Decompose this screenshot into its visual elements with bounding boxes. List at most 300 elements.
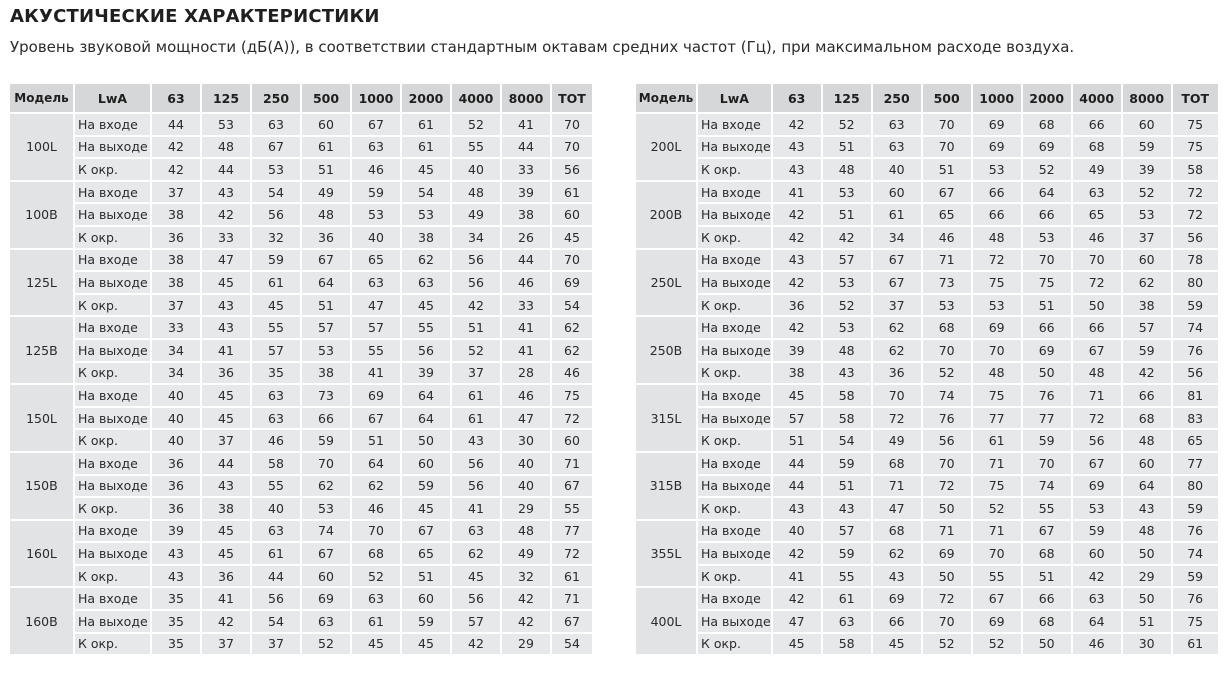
value-cell: 53 [923,295,971,316]
value-cell: 64 [1023,182,1071,203]
value-cell: 41 [773,566,821,587]
table-row [636,340,1218,361]
table-row [636,498,1218,519]
table-row [10,385,592,406]
value-cell: 66 [1073,317,1121,338]
value-cell: 52 [352,566,400,587]
value-cell: 33 [502,159,550,180]
value-cell: 56 [1073,430,1121,451]
column-header-lwa: LwA [75,84,150,112]
value-cell: 63 [352,588,400,609]
value-cell: 59 [1173,498,1218,519]
value-cell: 71 [1073,385,1121,406]
value-cell: 45 [402,295,450,316]
value-cell: 50 [1123,588,1171,609]
value-cell: 65 [923,204,971,225]
table-row [10,430,592,451]
value-cell: 38 [502,204,550,225]
value-cell: 56 [252,588,300,609]
value-cell: 53 [402,204,450,225]
value-cell: 40 [152,430,200,451]
value-cell: 40 [152,408,200,429]
value-cell: 75 [1173,114,1218,135]
row-label-cell: На выходе [698,408,771,429]
value-cell: 75 [973,476,1021,497]
value-cell: 71 [552,588,592,609]
value-cell: 76 [1173,588,1218,609]
value-cell: 61 [973,430,1021,451]
value-cell: 59 [1123,340,1171,361]
value-cell: 66 [302,408,350,429]
value-cell: 71 [923,250,971,271]
value-cell: 80 [1173,272,1218,293]
column-header-freq: 500 [923,84,971,112]
value-cell: 55 [452,137,500,158]
value-cell: 76 [1173,340,1218,361]
row-label-cell: К окр. [75,634,150,655]
column-header-freq: 4000 [452,84,500,112]
value-cell: 62 [1123,272,1171,293]
table-row [10,114,592,135]
row-label-cell: К окр. [75,498,150,519]
value-cell: 70 [923,340,971,361]
row-label-cell: На выходе [698,476,771,497]
value-cell: 63 [1073,182,1121,203]
row-label-cell: На входе [75,182,150,203]
model-cell: 150L [10,385,73,451]
value-cell: 62 [873,340,921,361]
value-cell: 47 [352,295,400,316]
value-cell: 38 [152,272,200,293]
value-cell: 72 [973,250,1021,271]
value-cell: 66 [1023,204,1071,225]
value-cell: 35 [252,363,300,384]
value-cell: 60 [552,430,592,451]
value-cell: 70 [352,521,400,542]
value-cell: 46 [1073,227,1121,248]
value-cell: 45 [202,385,250,406]
value-cell: 49 [873,430,921,451]
value-cell: 75 [552,385,592,406]
value-cell: 52 [973,498,1021,519]
value-cell: 36 [152,476,200,497]
value-cell: 70 [1073,250,1121,271]
value-cell: 69 [973,611,1021,632]
value-cell: 62 [452,543,500,564]
value-cell: 55 [352,340,400,361]
value-cell: 55 [1023,498,1071,519]
value-cell: 56 [452,588,500,609]
value-cell: 65 [1073,204,1121,225]
value-cell: 44 [152,114,200,135]
value-cell: 50 [402,430,450,451]
value-cell: 36 [202,566,250,587]
value-cell: 58 [823,385,871,406]
value-cell: 45 [773,385,821,406]
row-label-cell: На входе [698,588,771,609]
value-cell: 53 [823,182,871,203]
value-cell: 77 [552,521,592,542]
value-cell: 69 [1023,137,1071,158]
value-cell: 67 [302,250,350,271]
value-cell: 38 [152,204,200,225]
table-row [636,453,1218,474]
model-cell: 250L [636,250,696,316]
value-cell: 37 [252,634,300,655]
value-cell: 43 [823,498,871,519]
value-cell: 70 [923,114,971,135]
value-cell: 40 [502,453,550,474]
value-cell: 41 [452,498,500,519]
value-cell: 49 [302,182,350,203]
value-cell: 50 [1073,295,1121,316]
value-cell: 38 [302,363,350,384]
value-cell: 52 [452,114,500,135]
value-cell: 57 [823,250,871,271]
value-cell: 61 [1173,634,1218,655]
value-cell: 60 [302,566,350,587]
model-cell: 400L [636,588,696,654]
column-header-freq: 250 [252,84,300,112]
value-cell: 62 [352,476,400,497]
column-header-freq: 500 [302,84,350,112]
value-cell: 69 [302,588,350,609]
value-cell: 59 [402,476,450,497]
value-cell: 52 [823,295,871,316]
row-label-cell: На входе [75,385,150,406]
value-cell: 35 [152,588,200,609]
value-cell: 38 [402,227,450,248]
value-cell: 48 [823,159,871,180]
value-cell: 36 [152,453,200,474]
model-cell: 315L [636,385,696,451]
column-header-freq: 1000 [352,84,400,112]
value-cell: 56 [252,204,300,225]
value-cell: 62 [552,317,592,338]
value-cell: 43 [202,317,250,338]
value-cell: 38 [773,363,821,384]
value-cell: 40 [152,385,200,406]
value-cell: 67 [873,272,921,293]
table-row [636,182,1218,203]
value-cell: 35 [152,634,200,655]
value-cell: 53 [973,159,1021,180]
value-cell: 50 [1023,363,1071,384]
value-cell: 68 [873,521,921,542]
row-label-cell: К окр. [75,159,150,180]
value-cell: 41 [773,182,821,203]
value-cell: 50 [923,566,971,587]
row-label-cell: На входе [75,588,150,609]
value-cell: 65 [352,250,400,271]
value-cell: 42 [452,634,500,655]
value-cell: 67 [352,408,400,429]
value-cell: 60 [1123,114,1171,135]
row-label-cell: На выходе [75,137,150,158]
value-cell: 67 [302,543,350,564]
value-cell: 56 [402,340,450,361]
table-row [636,137,1218,158]
value-cell: 80 [1173,476,1218,497]
value-cell: 69 [973,317,1021,338]
value-cell: 67 [1073,340,1121,361]
value-cell: 64 [1123,476,1171,497]
table-row [10,521,592,542]
value-cell: 47 [202,250,250,271]
value-cell: 69 [973,114,1021,135]
row-label-cell: На входе [698,385,771,406]
value-cell: 63 [823,611,871,632]
value-cell: 48 [823,340,871,361]
value-cell: 53 [973,295,1021,316]
value-cell: 65 [402,543,450,564]
value-cell: 45 [552,227,592,248]
value-cell: 62 [552,340,592,361]
value-cell: 33 [152,317,200,338]
value-cell: 63 [302,611,350,632]
table-header-row [10,84,592,112]
value-cell: 59 [823,453,871,474]
value-cell: 49 [452,204,500,225]
value-cell: 41 [502,317,550,338]
row-label-cell: На входе [75,250,150,271]
value-cell: 78 [1173,250,1218,271]
value-cell: 59 [1173,295,1218,316]
value-cell: 49 [1073,159,1121,180]
value-cell: 42 [452,295,500,316]
value-cell: 45 [202,408,250,429]
model-cell: 355L [636,521,696,587]
value-cell: 72 [873,408,921,429]
value-cell: 42 [202,611,250,632]
value-cell: 42 [502,611,550,632]
value-cell: 77 [1173,453,1218,474]
value-cell: 54 [823,430,871,451]
value-cell: 43 [152,543,200,564]
value-cell: 60 [302,114,350,135]
value-cell: 61 [302,137,350,158]
value-cell: 54 [552,295,592,316]
value-cell: 63 [252,408,300,429]
value-cell: 52 [302,634,350,655]
value-cell: 40 [773,521,821,542]
value-cell: 42 [823,227,871,248]
table-row [636,588,1218,609]
value-cell: 43 [202,182,250,203]
value-cell: 46 [502,385,550,406]
value-cell: 55 [552,498,592,519]
value-cell: 67 [973,588,1021,609]
value-cell: 50 [1023,634,1071,655]
value-cell: 56 [552,159,592,180]
value-cell: 61 [552,566,592,587]
value-cell: 63 [252,521,300,542]
value-cell: 75 [1173,137,1218,158]
value-cell: 28 [502,363,550,384]
value-cell: 70 [973,543,1021,564]
model-cell: 200L [636,114,696,180]
column-header-freq: 8000 [1123,84,1171,112]
value-cell: 53 [252,159,300,180]
value-cell: 34 [873,227,921,248]
page-subtitle: Уровень звуковой мощности (дБ(А)), в соответствии стандартным октавам средних частот (Гц), при максимальном расходе воздуха. [10,38,1075,56]
value-cell: 72 [1073,408,1121,429]
value-cell: 55 [252,317,300,338]
column-header-model: Модель [10,84,73,112]
value-cell: 41 [202,588,250,609]
value-cell: 52 [452,340,500,361]
value-cell: 64 [352,453,400,474]
value-cell: 48 [973,363,1021,384]
value-cell: 67 [402,521,450,542]
value-cell: 48 [302,204,350,225]
value-cell: 70 [552,137,592,158]
table-row [10,476,592,497]
value-cell: 74 [302,521,350,542]
table-row [636,543,1218,564]
value-cell: 42 [773,204,821,225]
value-cell: 70 [873,385,921,406]
value-cell: 59 [402,611,450,632]
value-cell: 58 [252,453,300,474]
row-label-cell: К окр. [698,634,771,655]
value-cell: 51 [302,295,350,316]
value-cell: 68 [1023,543,1071,564]
value-cell: 32 [252,227,300,248]
row-label-cell: К окр. [698,295,771,316]
value-cell: 67 [552,476,592,497]
column-header-freq: 8000 [502,84,550,112]
value-cell: 64 [302,272,350,293]
value-cell: 30 [502,430,550,451]
value-cell: 45 [252,295,300,316]
row-label-cell: На входе [698,453,771,474]
row-label-cell: К окр. [698,566,771,587]
value-cell: 74 [1173,543,1218,564]
value-cell: 83 [1173,408,1218,429]
value-cell: 38 [152,250,200,271]
value-cell: 51 [823,204,871,225]
model-cell: 160L [10,521,73,587]
value-cell: 38 [1123,295,1171,316]
model-cell: 125L [10,250,73,316]
value-cell: 68 [1023,114,1071,135]
value-cell: 72 [552,543,592,564]
value-cell: 56 [452,250,500,271]
value-cell: 69 [352,385,400,406]
value-cell: 61 [252,543,300,564]
value-cell: 54 [252,182,300,203]
value-cell: 44 [502,137,550,158]
row-label-cell: На выходе [75,408,150,429]
value-cell: 66 [1123,385,1171,406]
value-cell: 52 [1023,159,1071,180]
value-cell: 54 [552,634,592,655]
value-cell: 51 [823,476,871,497]
value-cell: 59 [302,430,350,451]
value-cell: 45 [352,634,400,655]
value-cell: 51 [352,430,400,451]
value-cell: 51 [302,159,350,180]
value-cell: 37 [202,430,250,451]
value-cell: 36 [152,498,200,519]
value-cell: 48 [1073,363,1121,384]
value-cell: 45 [452,566,500,587]
value-cell: 53 [1123,204,1171,225]
value-cell: 62 [402,250,450,271]
value-cell: 61 [402,137,450,158]
value-cell: 66 [1023,317,1071,338]
row-label-cell: На входе [698,521,771,542]
value-cell: 74 [923,385,971,406]
value-cell: 36 [873,363,921,384]
value-cell: 37 [152,182,200,203]
value-cell: 71 [923,521,971,542]
value-cell: 70 [302,453,350,474]
value-cell: 53 [1073,498,1121,519]
value-cell: 57 [773,408,821,429]
value-cell: 63 [252,385,300,406]
value-cell: 72 [923,476,971,497]
value-cell: 72 [1173,204,1218,225]
value-cell: 58 [1173,159,1218,180]
row-label-cell: На выходе [698,611,771,632]
value-cell: 64 [402,385,450,406]
value-cell: 63 [873,114,921,135]
value-cell: 70 [552,250,592,271]
value-cell: 43 [823,363,871,384]
table-row [636,317,1218,338]
value-cell: 76 [1023,385,1071,406]
value-cell: 61 [873,204,921,225]
row-label-cell: На выходе [75,272,150,293]
value-cell: 57 [252,340,300,361]
column-header-freq: 1000 [973,84,1021,112]
value-cell: 42 [773,588,821,609]
value-cell: 75 [973,272,1021,293]
value-cell: 70 [923,611,971,632]
row-label-cell: На входе [698,250,771,271]
value-cell: 55 [823,566,871,587]
model-cell: 250B [636,317,696,383]
value-cell: 58 [823,408,871,429]
table-row [10,317,592,338]
value-cell: 26 [502,227,550,248]
value-cell: 45 [202,272,250,293]
table-row [636,408,1218,429]
row-label-cell: На входе [698,182,771,203]
value-cell: 42 [502,588,550,609]
column-header-model: Модель [636,84,696,112]
value-cell: 32 [502,566,550,587]
value-cell: 62 [302,476,350,497]
value-cell: 42 [773,543,821,564]
value-cell: 68 [352,543,400,564]
value-cell: 63 [402,272,450,293]
value-cell: 51 [1023,566,1071,587]
value-cell: 57 [1123,317,1171,338]
value-cell: 45 [402,159,450,180]
column-header-freq: 125 [823,84,871,112]
value-cell: 40 [502,476,550,497]
value-cell: 42 [1123,363,1171,384]
value-cell: 66 [973,204,1021,225]
value-cell: 34 [452,227,500,248]
row-label-cell: К окр. [75,295,150,316]
value-cell: 81 [1173,385,1218,406]
value-cell: 42 [152,159,200,180]
value-cell: 68 [1123,408,1171,429]
